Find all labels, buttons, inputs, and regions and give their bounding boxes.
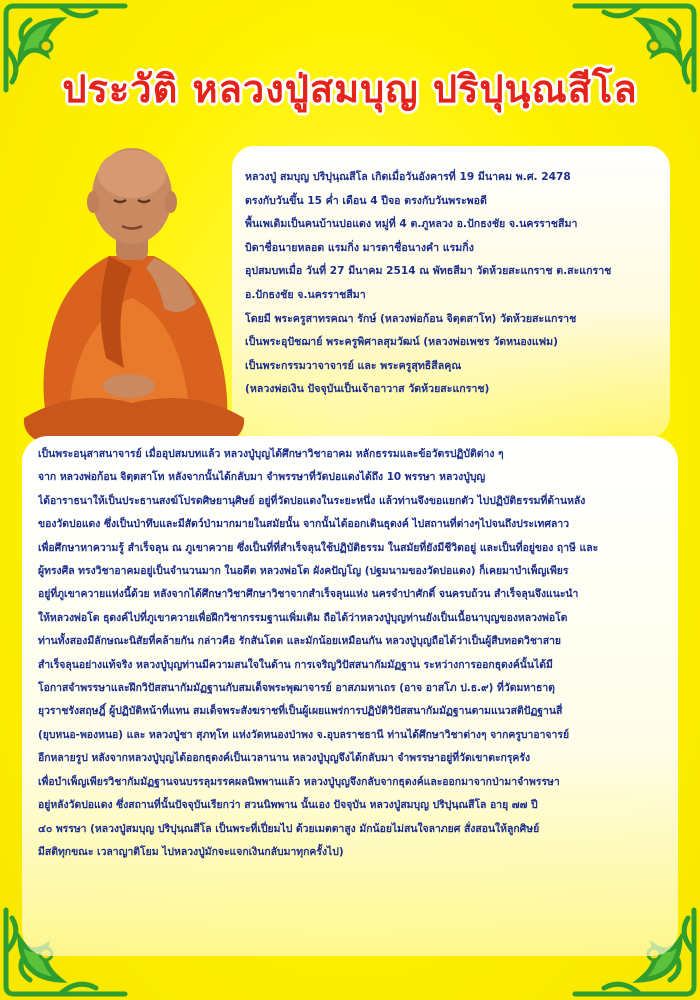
biography-line: อีกหลายรูป หลังจากหลวงปู่บุญได้ออกธุดงค์เป็นเวลานาน หลวงปู่บุญจึงได้กลับมา จำพรรษาอยู่ที่วัดเขาตะกรุครัง (38, 752, 531, 765)
biography-line: อยู่หลังวัดปอแดง ซึ่งสถานที่นั้นปัจจุบันเรียกว่า สวนนิพพาน นั้นเอง ปัจจุบัน หลวงปู่สมบุญ ปริปุนฺณสีโล อายุ ๗๗ ปี (38, 799, 538, 812)
intro-line: ตรงกับวันขึ้น 15 ค่ำ เดือน 4 ปีจอ ตรงกับวันพระพอดี (245, 194, 487, 207)
intro-line: โดยมี พระครูสาทรคณา รักษ์ (หลวงพ่อก้อน จิตฺตสาโท) วัดห้วยสะแกราช (245, 312, 577, 325)
intro-line: หลวงปู่ สมบุญ ปริปุนฺณสีโล เกิดเมื่อวันอังคารที่ 19 มีนาคม พ.ศ. 2478 (245, 171, 571, 183)
biography-text (38, 443, 668, 864)
biography-line: จาก หลวงพ่อก้อน จิตฺตสาโท หลังจากนั้นได้กลับมา จำพรรษาที่วัดปอแดงได้ถึง 10 พรรษา หลวงปู่บุญ (38, 471, 486, 484)
intro-line: เป็นพระอุปัชฌาย์ พระครูพิศาลสุมวัฒน์ (หลวงพ่อเพชร วัดหนองแฟม) (245, 336, 559, 349)
biography-line: (ยุบหนอ-พองหนอ) และ หลวงปู่ชา สุภทฺโท แห่งวัดหนองป่าพง จ.อุบลราชธานี ท่านได้ศึกษาวิชาต่างๆ จากครูบาอาจารย์ (38, 728, 570, 741)
biography-line: ให้หลวงพ่อโต ธุดงค์ไปที่ภูเขาควายเพื่อฝึกวิชากรรมฐานเพิ่มเติม ถือได้ว่าหลวงปู่บุญท่านยังเป็นเนื้อนาบุญของหลวงพ่อโต (38, 611, 568, 624)
biography-line: ยุวราชรังสฤษฎิ์ ผู้ปฏิบัติหน้าที่แทน สมเด็จพระสังฆราชที่เป็นผู้เผยแพร่การปฏิบัติวิปัสสนากัมมัฏฐานตามแนวสติปัฏฐานสี่ (38, 705, 563, 718)
biography-line: สำเร็จลุนอย่างแท้จริง หลวงปู่บุญท่านมีความสนใจในด้าน การเจริญวิปัสสนากัมมัฏฐาน ระหว่างการออกธุดงค์นั้นได้มี (38, 658, 553, 671)
biography-line: โอกาสจำพรรษาและฝึกวิปัสสนากัมมัฏฐานกับสมเด็จพระพุฒาจารย์ อาสภมหาเถร (อาจ อาสโภ ป.ธ.๙) ที่วัดมหาธาตุ (38, 682, 555, 695)
page-title: ประวัติ หลวงปู่สมบุญ ปริปุนฺณสีโล (62, 67, 638, 111)
intro-line: บิดาชื่อนายหลอด แรมกิ่ง มารดาชื่อนางคำ แรมกิ่ง (245, 241, 474, 254)
intro-line: อ.ปักธงชัย จ.นครราชสีมา (245, 288, 366, 301)
intro-line: (หลวงพ่อเงิน ปัจจุบันเป็นเจ้าอาวาส วัดห้วยสะแกราช) (245, 383, 490, 396)
biography-line: เพื่อศึกษาหาความรู้ สำเร็จลุน ณ ภูเขาควาย ซึ่งเป็นที่ที่สำเร็จลุนใช้ปฏิบัติธรรม ในสมัยที่ยังมีชีวิตอยู่ และเป็นที่อยู่ของ ฤาษี และ (38, 541, 599, 554)
biography-line: ได้อาราธนาให้เป็นประธานสงฆ์โปรดศิษยานุศิษย์ อยู่ที่วัดปอแดงในระยะหนึ่ง แล้วท่านจึงขอแยกตัว ไปปฏิบัติธรรมที่ด้านหลัง (38, 494, 586, 507)
monk-portrait-icon (14, 118, 249, 448)
intro-line: อุปสมบทเมื่อ วันที่ 27 มีนาคม 2514 ณ พัทธสีมา วัดห้วยสะแกราช ต.สะแกราช (245, 265, 612, 278)
biography-line: เป็นพระอนุสาสนาจารย์ เมื่ออุปสมบทแล้ว หลวงปู่บุญได้ศึกษาวิชาอาคม หลักธรรมและข้อวัตรปฏิบัติต่าง ๆ (38, 448, 504, 460)
intro-line: พื้นเพเดิมเป็นคนบ้านปอแดง หมู่ที่ 4 ต.ภูหลวง อ.ปักธงชัย จ.นครราชสีมา (245, 218, 578, 231)
intro-line: เป็นพระกรรมวาจาจารย์ และ พระครูสุทธิสีลคุณ (245, 359, 462, 372)
biography-line: เพื่อบำเพ็ญเพียรวิชากัมมัฏฐานจนบรรลุมรรคผลนิพพานแล้ว หลวงปู่บุญจึงกลับจากธุดงค์และออกมาจากป่ามาจำพรรษา (38, 775, 560, 788)
intro-text (245, 166, 665, 402)
biography-line: ๔๐ พรรษา (หลวงปู่สมบุญ ปริปุนฺณสีโล เป็นพระที่เปี่ยมไป ด้วยเมตตาสูง มักน้อยไม่สนใจลาภยศ สั่งสอนให้ลูกศิษย์ (38, 822, 540, 835)
biography-line: อยู่ที่ภูเขาควายแห่งนี้ด้วย หลังจากได้ศึกษาวิชาศึกษาวิชาจากสำเร็จลุนแห่ง นครจำปาศักดิ์ จนครบถ้วน สำเร็จลุนจึงแนะนำ (38, 588, 579, 601)
biography-line: ผู้ทรงศีล ทรงวิชาอาคมอยู่เป็นจำนวนมาก ในอดีต หลวงพ่อโต ผังคปัญโญ (ปฐมนามของวัดปอแดง) ก็เคยมาบำเพ็ญเพียร (38, 565, 569, 578)
biography-line: ของวัดปอแดง ซึ่งเป็นป่าทึบและมีสัตว์ป่ามากมายในสมัยนั้น จากนั้นได้ออกเดินธุดงค์ ไปสถานที่ต่างๆไปจนถึงประเทศลาว (38, 518, 570, 531)
biography-line: มีสติทุกขณะ เวลาญาติโยม ไปหลวงปู่มักจะแจกเงินกลับมาทุกครั้งไป) (38, 845, 344, 858)
biography-line: ท่านทั้งสองมีลักษณะนิสัยที่คล้ายกัน กล่าวคือ รักสันโดด และมักน้อยเหมือนกัน หลวงปู่บุญถือได้ว่าเป็นผู้สืบทอดวิชาสาย (38, 635, 561, 648)
